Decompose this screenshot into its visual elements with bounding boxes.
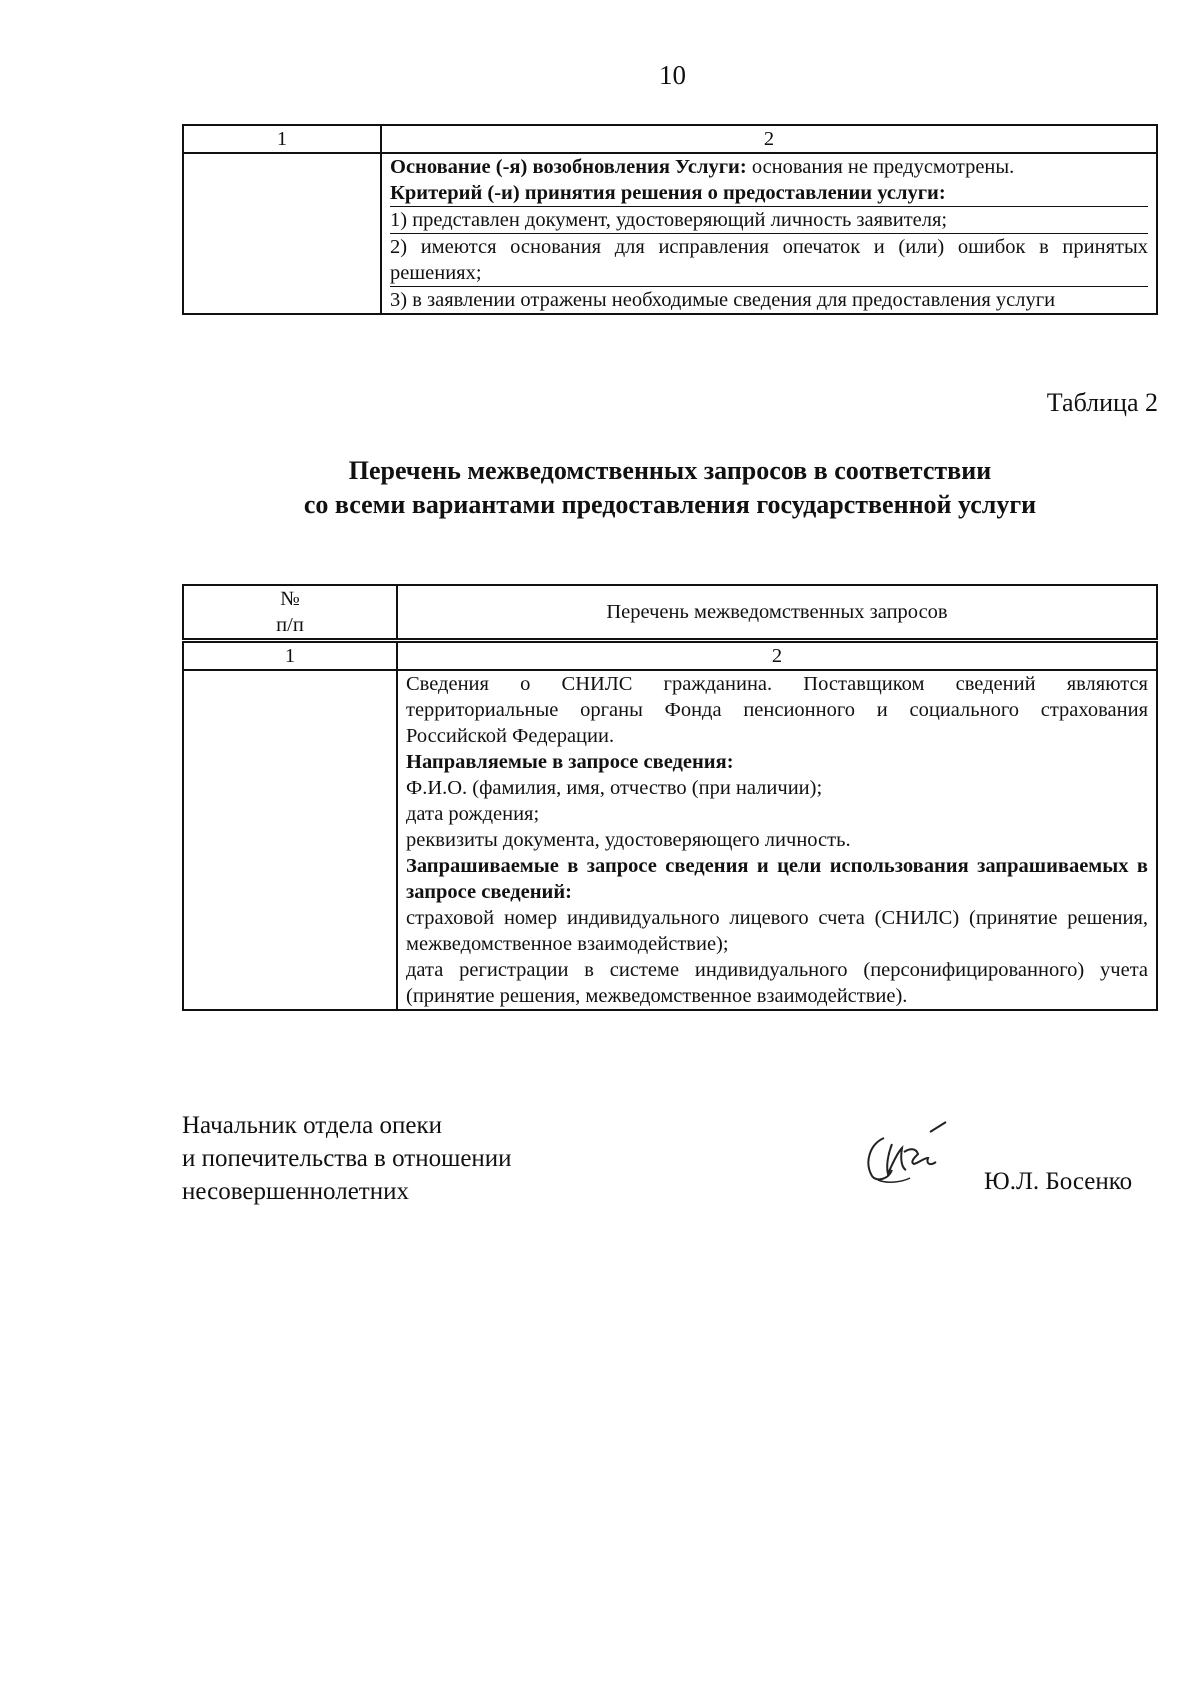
criteria-item-2: 2) имеются основания для исправления опечаток и (или) ошибок в принятых решениях; [390,233,1148,286]
handwritten-signature-icon [858,1118,958,1198]
column-number-2: 2 [397,641,1157,671]
criteria-item-1: 1) представлен документ, удостоверяющий личность заявителя; [390,206,1148,233]
column-number-1: 1 [183,125,381,153]
header-requests-cell: Перечень межведомственных запросов [397,585,1157,641]
signatory-name: Ю.Л. Босенко [984,1168,1133,1195]
table-heading [180,454,1160,522]
table-header-row [183,585,1157,641]
page-number: 10 [659,60,686,90]
resume-grounds-text: основания не предусмотрены. [746,156,1015,178]
position-line-1: Начальник отдела опеки [182,1112,442,1139]
requested-data-label: Запрашиваемые в запросе сведения и цели использования запрашиваемых в запросе сведений: [406,855,1148,903]
sent-data-label: Направляемые в запросе сведения: [406,751,734,773]
column-number-row [183,125,1157,153]
position-line-3: несовершеннолетних [182,1178,409,1205]
sent-item-1: Ф.И.О. (фамилия, имя, отчество (при наличии); [406,777,823,799]
column-number-row [183,641,1157,671]
header-number-sign: № [280,588,300,610]
criteria-item-3: 3) в заявлении отражены необходимые сведения для предоставления услуги [390,286,1148,313]
requested-item-1: страховой номер индивидуального лицевого счета (СНИЛС) (принятие решения, межведомственное взаимодействие); [406,907,1148,955]
request-intro: Сведения о СНИЛС гражданина. Поставщиком сведений являются территориальные органы Фонда пенсионного и социального страхования Российской Федерации. [406,673,1148,747]
sent-item-2: дата рождения; [406,803,540,825]
table-continuation [182,124,1158,315]
signatory-position [182,1109,512,1208]
sent-item-3: реквизиты документа, удостоверяющего личность. [406,829,851,851]
table-heading-line-2: со всеми вариантами предоставления государственной услуги [303,490,1037,519]
position-line-2: и попечительства в отношении [182,1145,512,1172]
table-heading-line-1: Перечень межведомственных запросов в соответствии [348,456,992,485]
criteria-label: Критерий (-и) принятия решения о предоставлении услуги: [390,182,946,204]
column-number-1: 1 [183,641,397,671]
criteria-cell [381,153,1157,314]
resume-grounds-label: Основание (-я) возобновления Услуги: [390,156,747,178]
request-details-cell [397,670,1157,1010]
table-caption: Таблица 2 [1046,388,1158,417]
header-number-label: п/п [276,614,304,636]
column-number-2: 2 [381,125,1157,153]
row-number-cell [183,670,397,1010]
requested-item-2: дата регистрации в системе индивидуального (персонифицированного) учета (принятие решения, межведомственное взаимодействие). [406,959,1148,1007]
header-number-cell [183,585,397,641]
interagency-requests-table [182,584,1158,1011]
resume-grounds [390,154,1148,180]
table-row [183,153,1157,314]
table-row [183,670,1157,1010]
row-number-cell [183,153,381,314]
